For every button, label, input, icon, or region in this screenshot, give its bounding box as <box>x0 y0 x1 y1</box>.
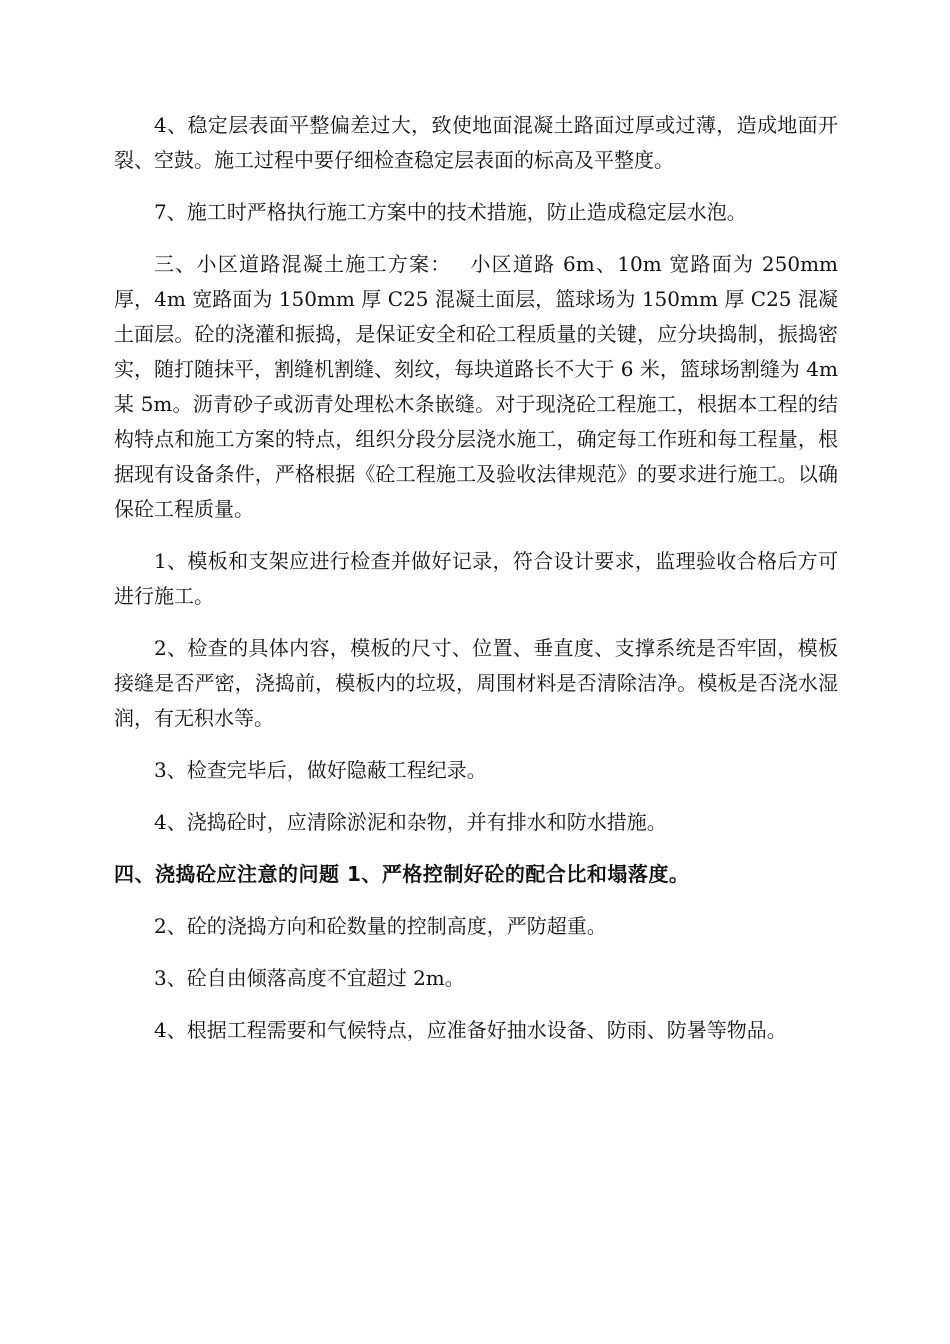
document-page <box>114 108 838 1048</box>
paragraph-free-fall-height: 3、砼自由倾落高度不宜超过 2m。 <box>154 966 465 990</box>
paragraph-construction-measures: 7、施工时严格执行施工方案中的技术措施，防止造成稳定层水泡。 <box>154 200 747 224</box>
paragraph-inspection-content: 2、检查的具体内容，模板的尺寸、位置、垂直度、支撑系统是否牢固，模板接缝是否严密，浇捣前，模板内的垃圾，周围材料是否清除洁净。模板是否浇水湿润，有无积水等。 <box>114 636 838 730</box>
paragraph-pouring-direction: 2、砼的浇捣方向和砼数量的控制高度，严防超重。 <box>154 914 607 938</box>
paragraph-road-concrete-plan: 三、小区道路混凝土施工方案： 小区道路 6m、10m 宽路面为 250mm 厚，4m 宽路面为 150mm 厚 C25 混凝土面层，篮球场为 150mm 厚 C25 混凝土面层。砼的浇灌和振捣，是保证安全和砼工程质量的关键，应分块捣制，振捣密实，随打随抹平，割缝机割缝、刻纹，每块道路长不大于 6 米，篮球场割缝为 4m 某 5m。沥青砂子或沥青处理松木条嵌缝。对于现浇砼工程施工，根据本工程的结构特点和施工方案的特点，组织分段分层浇水施工，确定每工作班和每工程量，根据现有设备条件，严格根据《砼工程施工及验收法律规范》的要求进行施工。以确保砼工程质量。 <box>114 252 838 521</box>
paragraph-clear-debris: 4、浇捣砼时，应清除淤泥和杂物，并有排水和防水措施。 <box>154 810 667 834</box>
section-heading-pouring-issues: 四、浇捣砼应注意的问题 1、严格控制好砼的配合比和塌落度。 <box>114 862 690 886</box>
paragraph-formwork-inspection: 1、模板和支架应进行检查并做好记录，符合设计要求，监理验收合格后方可进行施工。 <box>114 549 838 608</box>
paragraph-equipment-preparation: 4、根据工程需要和气候特点，应准备好抽水设备、防雨、防暑等物品。 <box>154 1018 787 1042</box>
paragraph-concealed-work-record: 3、检查完毕后，做好隐蔽工程纪录。 <box>154 758 487 782</box>
paragraph-stabilized-layer-flatness: 4、稳定层表面平整偏差过大，致使地面混凝土路面过厚或过薄，造成地面开裂、空鼓。施工过程中要仔细检查稳定层表面的标高及平整度。 <box>114 113 838 172</box>
